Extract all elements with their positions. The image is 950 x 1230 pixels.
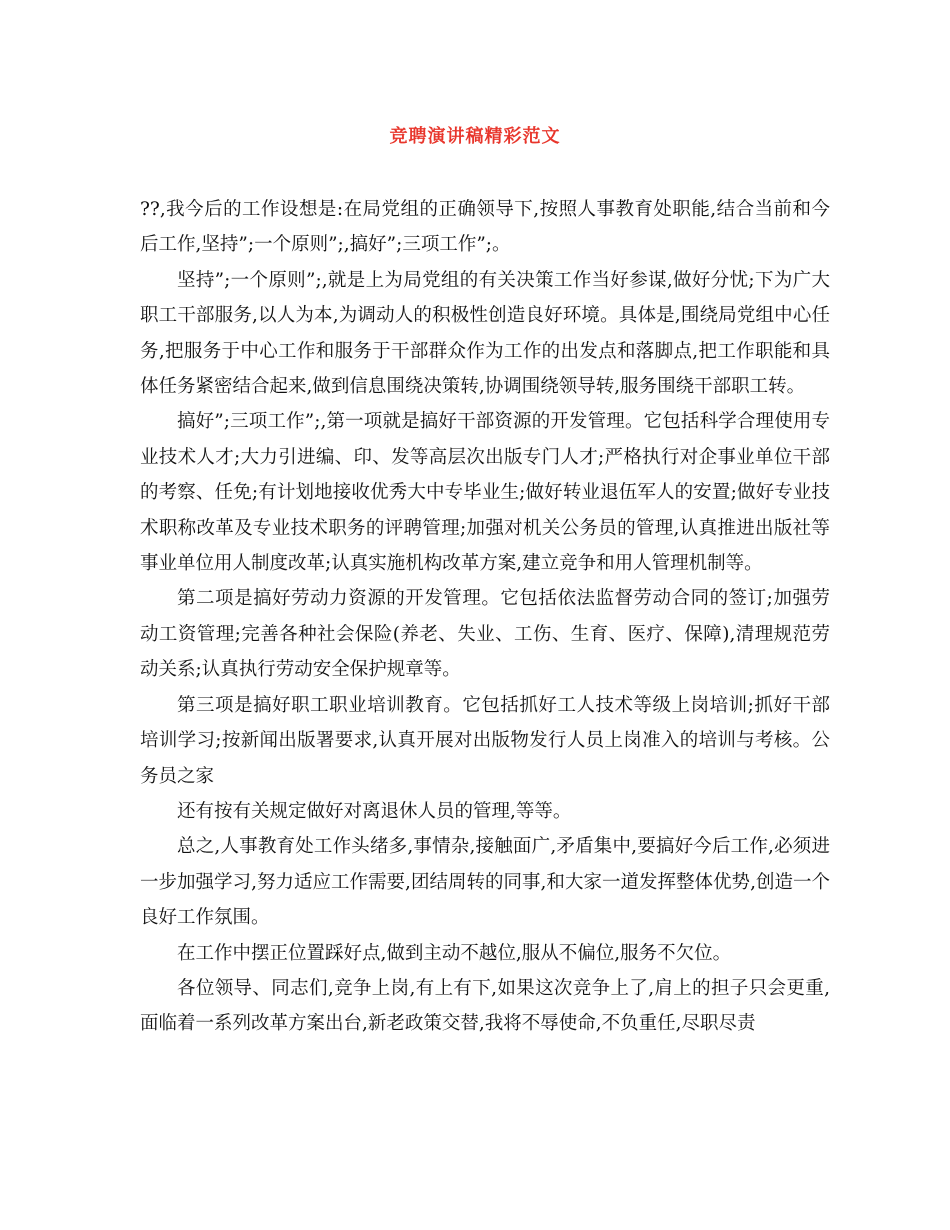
document-body	[140, 192, 830, 1042]
document-title: 竞聘演讲稿精彩范文	[389, 126, 561, 147]
paragraph-6: 还有按有关规定做好对离退休人员的管理,等等。	[177, 800, 572, 822]
paragraph-4: 第二项是搞好劳动力资源的开发管理。它包括依法监督劳动合同的签订;加强劳动工资管理;完善各种社会保险(养老、失业、工伤、生育、医疗、保障),清理规范劳动关系;认真执行劳动安全保护规章等。	[140, 588, 830, 681]
paragraph-5: 第三项是搞好职工职业培训教育。它包括抓好工人技术等级上岗培训;抓好干部培训学习;按新闻出版署要求,认真开展对出版物发行人员上岗准入的培训与考核。公务员之家	[140, 694, 830, 787]
paragraph-2: 坚持”;一个原则”;,就是上为局党组的有关决策工作当好参谋,做好分忧;下为广大职工干部服务,以人为本,为调动人的积极性创造良好环境。具体是,围绕局党组中心任务,把服务于中心工作和服务于干部群众作为工作的出发点和落脚点,把工作职能和具体任务紧密结合起来,做到信息围绕决策转,协调围绕领导转,服务围绕干部职工转。	[140, 269, 830, 398]
paragraph-3: 搞好”;三项工作”;,第一项就是搞好干部资源的开发管理。它包括科学合理使用专业技术人才;大力引进编、印、发等高层次出版专门人才;严格执行对企事业单位干部的考察、任免;有计划地接收优秀大中专毕业生;做好转业退伍军人的安置;做好专业技术职称改革及专业技术职务的评聘管理;加强对机关公务员的管理,认真推进出版社等事业单位用人制度改革;认真实施机构改革方案,建立竞争和用人管理机制等。	[140, 411, 830, 575]
paragraph-8: 在工作中摆正位置踩好点,做到主动不越位,服从不偏位,服务不欠位。	[177, 942, 732, 964]
paragraph-1: ??,我今后的工作设想是:在局党组的正确领导下,按照人事教育处职能,结合当前和今后工作,坚持”;一个原则”;,搞好”;三项工作”;。	[140, 199, 830, 256]
paragraph-9: 各位领导、同志们,竞争上岗,有上有下,如果这次竞争上了,肩上的担子只会更重,面临着一系列改革方案出台,新老政策交替,我将不辱使命,不负重任,尽职尽责	[140, 977, 830, 1035]
paragraph-7: 总之,人事教育处工作头绪多,事情杂,接触面广,矛盾集中,要搞好今后工作,必须进一步加强学习,努力适应工作需要,团结周转的同事,和大家一道发挥整体优势,创造一个良好工作氛围。	[140, 836, 830, 929]
